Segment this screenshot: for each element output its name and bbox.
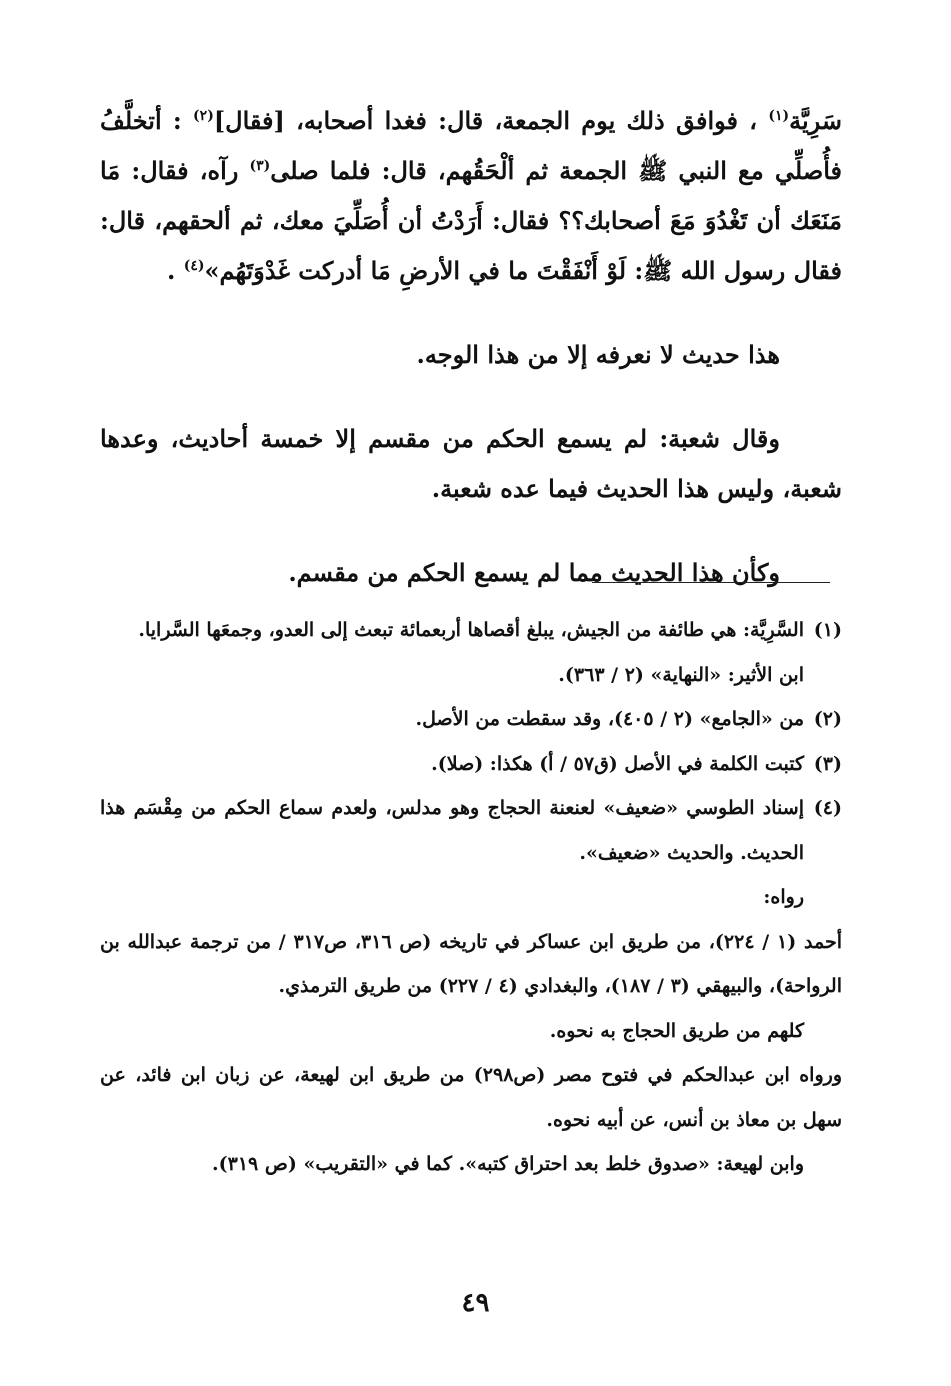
footnote-1-source: ابن الأثير: «النهاية» (٢ / ٣٦٣). xyxy=(558,663,804,686)
footnote-2 xyxy=(100,697,842,742)
footnote-number: (٤) xyxy=(813,797,842,819)
conclusion-paragraph: وكأن هذا الحديث مما لم يسمع الحكم من مقسم. xyxy=(288,558,780,587)
hadith-paragraph xyxy=(100,96,842,296)
footnote-3 xyxy=(100,742,842,787)
footnote-4-ahmad: أحمد (١ / ٢٢٤)، من طريق ابن عساكر في تاريخه (ص ٣١٦، ص٣١٧ / من ترجمة عبدالله بن الرواحة)، والبيهقي (٣ / ١٨٧)، والبغدادي (٤ / ٢٢٧) من طريق الترمذي. xyxy=(100,930,843,997)
footnote-text: إسناد الطوسي «ضعيف» لعنعنة الحجاج وهو مدلس، ولعدم سماع الحكم من مِقْسَم هذا الحديث. والحديث «ضعيف». xyxy=(100,797,804,864)
shuba-paragraph: وقال شعبة: لم يسمع الحكم من مقسم إلا خمسة أحاديث، وعدها شعبة، وليس هذا الحديث فيما عده شعبة. xyxy=(100,424,842,503)
text-run: : أتخلَّفُ فأُصلِّي مع النبي ﷺ الجمعة ثم ألْحَقُهم، قال: فلما صلى xyxy=(100,106,842,185)
text-run: رآه، فقال: مَا مَنَعَك أن تَغْدُوَ مَعَ أصحابك؟؟ فقال: أَرَدْتُ أن أُصَلِّيَ معك، ثم ألحقهم، قال: فقال رسول الله ﷺ: لَوْ أَنْفَقْتَ ما في الأرضِ مَا أدركت غَدْوَتَهُم» xyxy=(100,156,842,285)
footnote-number: (٣) xyxy=(813,752,842,775)
commentary-paragraph: هذا حديث لا نعرفه إلا من هذا الوجه. xyxy=(416,340,780,369)
footnote-4-ibn-lahia: وابن لهيعة: «صدوق خلط بعد احتراق كتبه». كما في «التقريب» (ص ٣١٩). xyxy=(212,1153,804,1175)
footnote-number: (٢) xyxy=(813,708,842,730)
footnote-4-rawah: رواه: xyxy=(763,886,804,908)
footnote-text: من «الجامع» (٢ / ٤٠٥)، وقد سقطت من الأصل. xyxy=(415,708,804,730)
text-run: ، فوافق ذلك يوم الجمعة، قال: فغدا أصحابه، [فقال] xyxy=(213,106,769,135)
footnote-ref-1[interactable]: (١) xyxy=(768,108,790,124)
footnote-4-ibn-abdalhakam: ورواه ابن عبدالحكم في فتوح مصر (ص٢٩٨) من طريق ابن لهيعة، عن زبان ابن فائد، عن سهل بن معاذ بن أنس، عن أبيه نحوه. xyxy=(100,1064,842,1131)
footnote-ref-2[interactable]: (٢) xyxy=(193,108,214,124)
footnote-ref-3[interactable]: (٣) xyxy=(249,158,271,174)
main-text xyxy=(100,96,842,598)
text-run: . xyxy=(166,256,184,285)
footnote-4-kulluhum: كلهم من طريق الحجاج به نحوه. xyxy=(549,1019,804,1042)
text-run: سَرِيَّة xyxy=(789,106,843,135)
footnote-ref-4[interactable]: (٤) xyxy=(183,258,205,274)
footnote-text: كتبت الكلمة في الأصل (ق٥٧ / أ) هكذا: (صلا). xyxy=(431,752,804,775)
page-number: ٤٩ xyxy=(461,1288,490,1318)
footnote-text: السَّرِيَّة: هي طائفة من الجيش، يبلغ أقصاها أربعمائة تبعث إلى العدو، وجمعَها السَّرايا. xyxy=(138,619,804,641)
footnote-divider xyxy=(592,582,830,583)
footnote-4 xyxy=(100,786,842,875)
footnotes xyxy=(100,608,842,1187)
footnote-number: (١) xyxy=(813,619,842,641)
footnote-1 xyxy=(100,608,842,653)
